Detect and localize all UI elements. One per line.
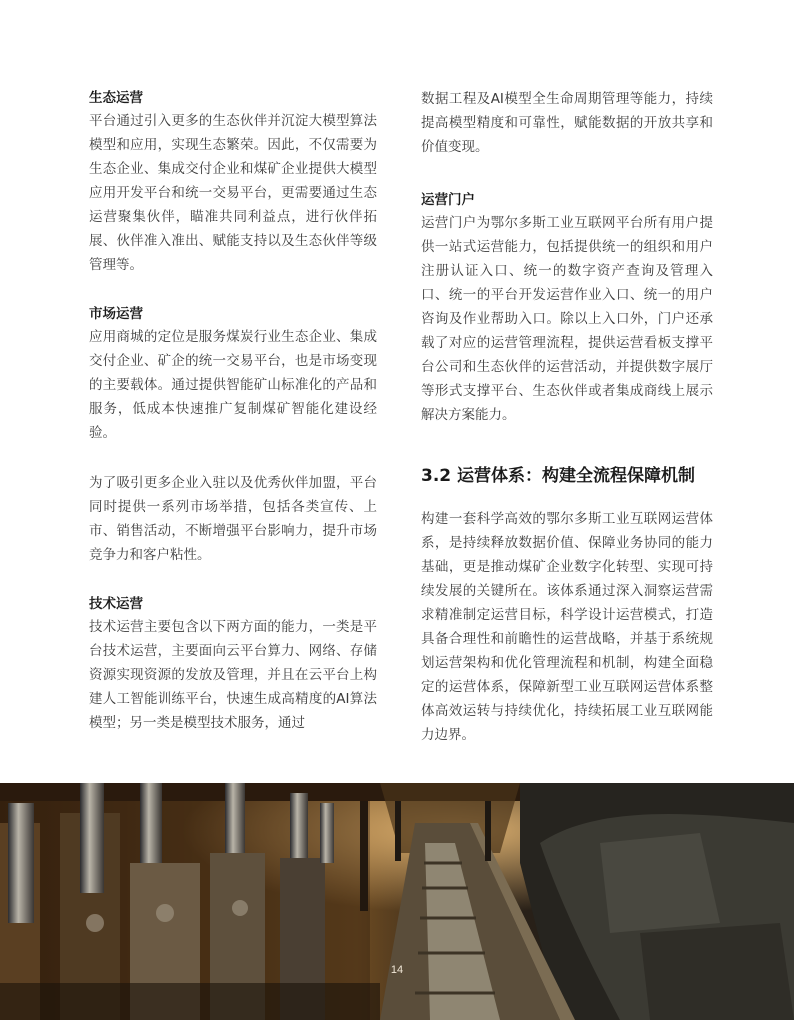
section-title-eco: 生态运营	[89, 90, 143, 106]
page-number: 14	[390, 964, 404, 976]
mine-conveyor-photo	[0, 783, 794, 1020]
paragraph-market-2: 为了吸引更多企业入驻以及优秀伙伴加盟，平台同时提供一系列市场举措，包括各类宣传、上市、销售活动，不断增强平台影响力，提升市场竞争力和客户粘性。	[89, 475, 377, 563]
section-title-portal: 运营门户	[421, 192, 475, 208]
chapter-heading: 3.2 运营体系：构建全流程保障机制	[421, 466, 696, 486]
paragraph-tech: 技术运营主要包含以下两方面的能力，一类是平台技术运营，主要面向云平台算力、网络、存储资源实现资源的发放及管理，并且在云平台上构建人工智能训练平台，快速生成高精度的AI算法模型；另一类是模型技术服务，通过	[89, 619, 377, 731]
paragraph-eco: 平台通过引入更多的生态伙伴并沉淀大模型算法模型和应用，实现生态繁荣。因此，不仅需要为生态企业、集成交付企业和煤矿企业提供大模型应用开发平台和统一交易平台，更需要通过生态运营聚集伙伴，瞄准共同利益点，进行伙伴拓展、伙伴准入准出、赋能支持以及生态伙伴等级管理等。	[89, 113, 377, 273]
paragraph-market-1: 应用商城的定位是服务煤炭行业生态企业、集成交付企业、矿企的统一交易平台，也是市场变现的主要载体。通过提供智能矿山标准化的产品和服务，低成本快速推广复制煤矿智能化建设经验。	[89, 329, 377, 441]
section-title-tech: 技术运营	[89, 596, 143, 612]
left-column	[89, 87, 377, 735]
section-title-market: 市场运营	[89, 306, 143, 322]
right-column	[421, 87, 713, 747]
paragraph-chapter: 构建一套科学高效的鄂尔多斯工业互联网运营体系，是持续释放数据价值、保障业务协同的能力基础，更是推动煤矿企业数字化转型、实现可持续发展的关键所在。该体系通过深入洞察运营需求精准制定运营目标，科学设计运营模式，打造具备合理性和前瞻性的运营战略，并基于系统规划运营架构和优化管理流程和机制，构建全面稳定的运营体系，保障新型工业互联网运营体系整体高效运转与持续优化，持续拓展工业互联网能力边界。	[421, 511, 713, 743]
paragraph-portal: 运营门户为鄂尔多斯工业互联网平台所有用户提供一站式运营能力，包括提供统一的组织和用户注册认证入口、统一的数字资产查询及管理入口、统一的平台开发运营作业入口、统一的用户咨询及作业帮助入口。除以上入口外，门户还承载了对应的运营管理流程，提供运营看板支撑平台公司和生态伙伴的运营活动，并提供数字展厅等形式支撑平台、生态伙伴或者集成商线上展示解决方案能力。	[421, 215, 713, 423]
paragraph-tech-continued: 数据工程及AI模型全生命周期管理等能力，持续提高模型精度和可靠性，赋能数据的开放共享和价值变现。	[421, 91, 713, 155]
